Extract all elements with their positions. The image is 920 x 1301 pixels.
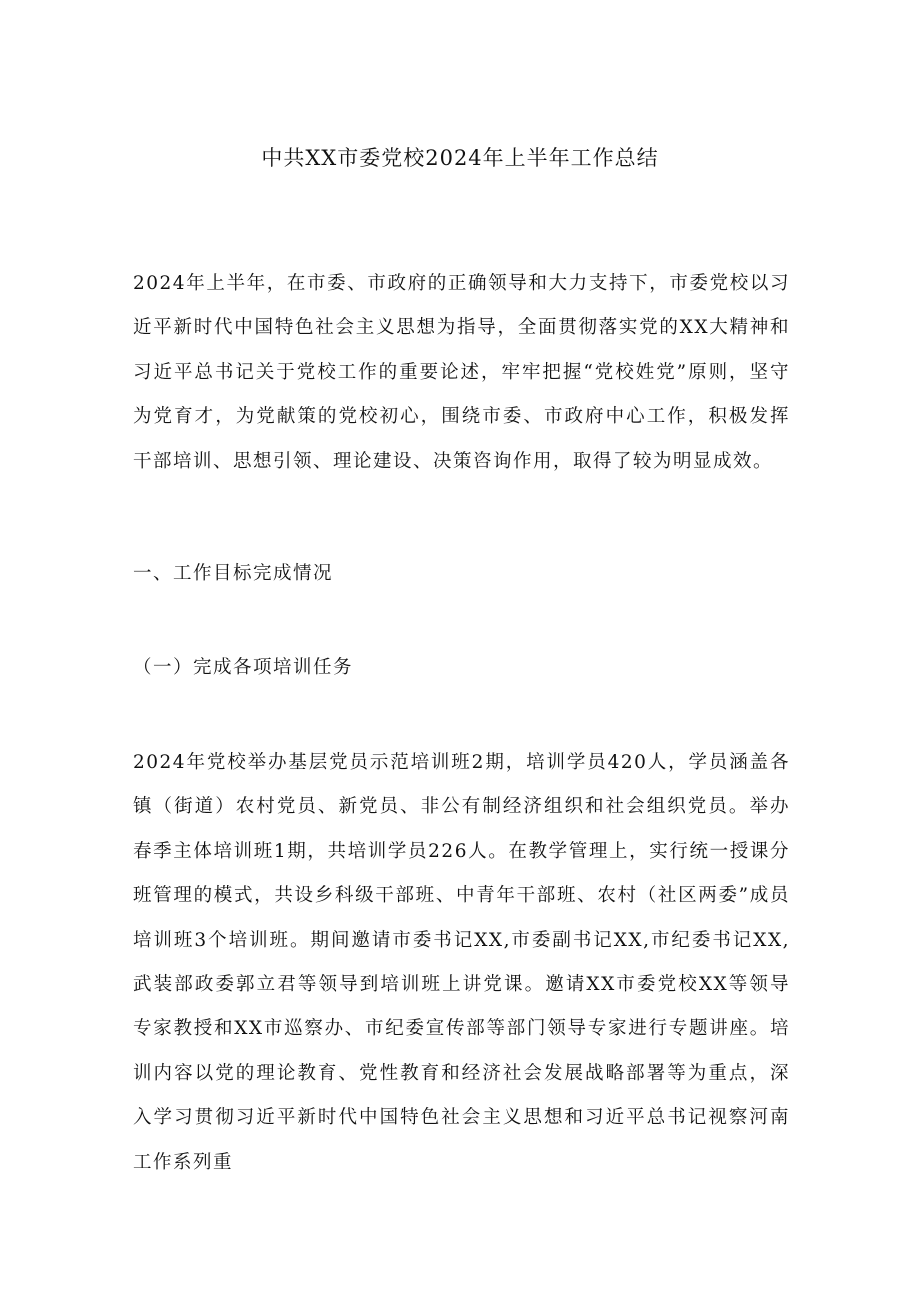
training-paragraph: 2024年党校举办基层党员示范培训班2期，培训学员420人，学员涵盖各镇（街道）农村党员、新党员、非公有制经济组织和社会组织党员。举办春季主体培训班1期，共培训学员226人。在教学管理上，实行统一授课分班管理的模式，共设乡科级干部班、中青年干部班、农村（社区两委”成员培训班3个培训班。期间邀请市委书记XX,市委副书记XX,市纪委书记XX,武装部政委郭立君等领导到培训班上讲党课。邀请XX市委党校XX等领导专家教授和XX市巡察办、市纪委宣传部等部门领导专家进行专题讲座。培训内容以党的理论教育、党性教育和经济社会发展战略部署等为重点，深入学习贯彻习近平新时代中国特色社会主义思想和习近平总书记视察河南工作系列重	[133, 752, 790, 1173]
subsection-heading-1: （一）完成各项培训任务	[133, 657, 354, 678]
section-heading-1: 一、工作目标完成情况	[133, 563, 334, 584]
intro-paragraph: 2024年上半年，在市委、市政府的正确领导和大力支持下，市委党校以习近平新时代中国特色社会主义思想为指导，全面贯彻落实党的XX大精神和习近平总书记关于党校工作的重要论述，牢牢把握“党校姓党”原则，坚守为党育才，为党献策的党校初心，围绕市委、市政府中心工作，积极发挥干部培训、思想引领、理论建设、决策咨询作用，取得了较为明显成效。	[133, 273, 790, 472]
document-title: 中共XX市委党校2024年上半年工作总结	[261, 146, 659, 170]
